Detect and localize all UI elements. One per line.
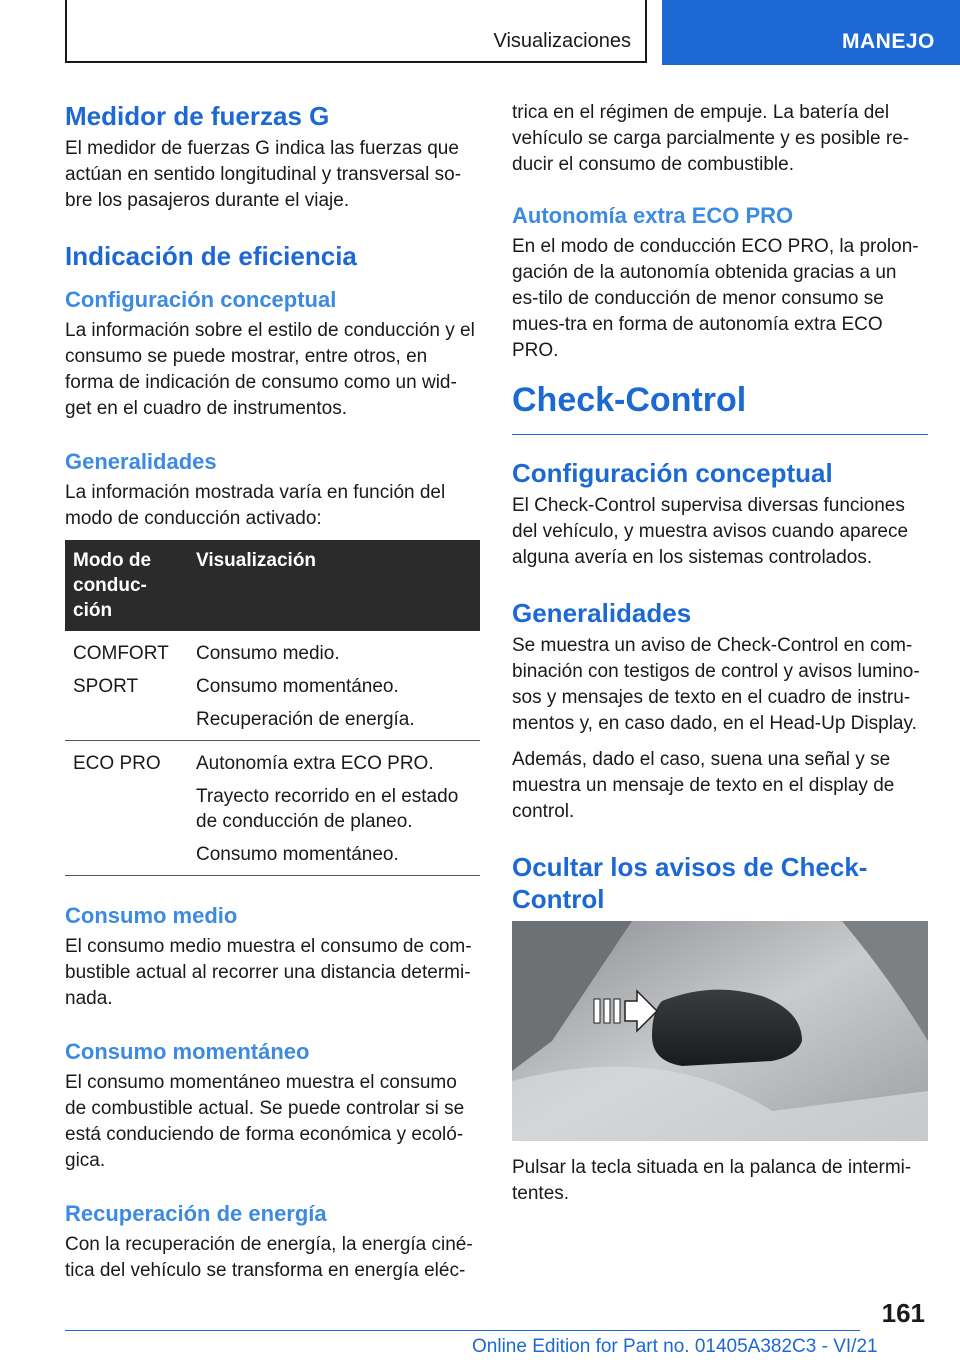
cc-general-text-2: Además, dado el caso, suena una señal y se muestra un mensaje de texto en el display de control. <box>512 749 895 822</box>
mode-comfort: COMFORT <box>73 643 169 664</box>
header-section-box <box>65 0 647 63</box>
right-column <box>512 100 928 1217</box>
g-force-section <box>65 100 480 214</box>
hide-messages-title: Ocultar los avisos de Check-Control <box>512 852 868 914</box>
table-cell-modes <box>65 631 188 741</box>
concept-section <box>65 286 480 422</box>
eco-pro-section <box>512 202 928 364</box>
energy-recovery-text: Con la recuperación de energía, la energía ciné-tica del vehículo se transforma en energía eléc- <box>65 1234 473 1281</box>
avg-consumption-text: El consumo medio muestra el consumo de com-bustible actual al recorrer una distancia determi-nada. <box>65 936 472 1009</box>
table-header-row <box>65 540 480 631</box>
table-cell-modes <box>65 741 188 876</box>
energy-recovery-continued: trica en el régimen de empuje. La batería del vehículo se carga parcialmente y es posible re-ducir el consumo de combustible. <box>512 102 910 175</box>
table-header-visualization: Visualización <box>188 540 480 631</box>
table-row <box>65 741 480 876</box>
cc-general-title: Generalidades <box>512 598 692 628</box>
g-force-text: El medidor de fuerzas G indica las fuerzas que actúan en sentido longitudinal y transversal so-bre los pasajeros durante el viaje. <box>65 138 462 211</box>
energy-recovery-title: Recuperación de energía <box>65 1201 327 1226</box>
header-chapter-tab[interactable]: MANEJO <box>662 0 960 65</box>
cc-general-section <box>512 597 928 825</box>
table-cell-visualization <box>188 741 480 876</box>
mode-sport: SPORT <box>73 676 139 697</box>
concept-title: Configuración conceptual <box>65 287 337 312</box>
hide-messages-text: Pulsar la tecla situada en la palanca de intermi-tentes. <box>512 1157 912 1204</box>
turn-signal-lever-image <box>512 921 928 1141</box>
drive-mode-table <box>65 540 480 876</box>
general-section <box>65 448 480 876</box>
header-section-label: Visualizaciones <box>493 30 631 52</box>
cc-concept-text: El Check-Control supervisa diversas funciones del vehículo, y muestra avisos cuando aparece alguna avería en los sistemas controlados. <box>512 495 909 568</box>
current-consumption-title: Consumo momentáneo <box>65 1039 310 1064</box>
eco-pro-text: En el modo de conducción ECO PRO, la prolon-gación de la autonomía obtenida gracias a un es-tilo de conducción de menor consumo se mues-tra en forma de autonomía extra ECO PRO. <box>512 236 919 361</box>
table-header-mode: Modo de conduc-ción <box>65 540 188 631</box>
vis-item: Consumo medio. <box>196 643 340 664</box>
general-title: Generalidades <box>65 449 217 474</box>
efficiency-title: Indicación de eficiencia <box>65 241 357 271</box>
eco-pro-title: Autonomía extra ECO PRO <box>512 203 794 228</box>
vis-item: Autonomía extra ECO PRO. <box>196 753 434 774</box>
cc-concept-title: Configuración conceptual <box>512 458 833 488</box>
concept-text: La información sobre el estilo de conducción y el consumo se puede mostrar, entre otros, en forma de indicación de consumo como un wid-get en el cuadro de instrumentos. <box>65 320 475 419</box>
current-consumption-text: El consumo momentáneo muestra el consumo de combustible actual. Se puede controlar si se está conduciendo de forma económica y ecoló-gica. <box>65 1072 465 1171</box>
footer-divider <box>65 1330 860 1331</box>
mode-eco-pro: ECO PRO <box>73 753 161 774</box>
avg-consumption-section <box>65 902 480 1012</box>
page-number: 161 <box>881 1298 925 1328</box>
cc-general-text-1: Se muestra un aviso de Check-Control en com-binación con testigos de control y avisos lumino-sos y mensajes de texto en el cuadro de instru-mentos y, en caso dado, en el Head-Up Display. <box>512 635 920 734</box>
table-row <box>65 631 480 741</box>
hide-messages-section <box>512 851 928 1207</box>
avg-consumption-title: Consumo medio <box>65 903 238 928</box>
cc-concept-section <box>512 457 928 571</box>
current-consumption-section <box>65 1038 480 1174</box>
vis-item: Consumo momentáneo. <box>196 676 399 697</box>
vis-item: Recuperación de energía. <box>196 709 415 730</box>
table-cell-visualization <box>188 631 480 741</box>
vis-item: Consumo momentáneo. <box>196 844 399 865</box>
general-text: La información mostrada varía en función del modo de conducción activado: <box>65 482 446 529</box>
footer-edition: Online Edition for Part no. 01405A382C3 - VI/21 <box>472 1336 878 1357</box>
energy-recovery-section <box>65 1200 480 1284</box>
left-column <box>65 100 480 1310</box>
g-force-title: Medidor de fuerzas G <box>65 101 330 131</box>
check-control-title: Check-Control <box>512 378 928 435</box>
vis-item: Trayecto recorrido en el estado de conducción de planeo. <box>196 786 459 832</box>
